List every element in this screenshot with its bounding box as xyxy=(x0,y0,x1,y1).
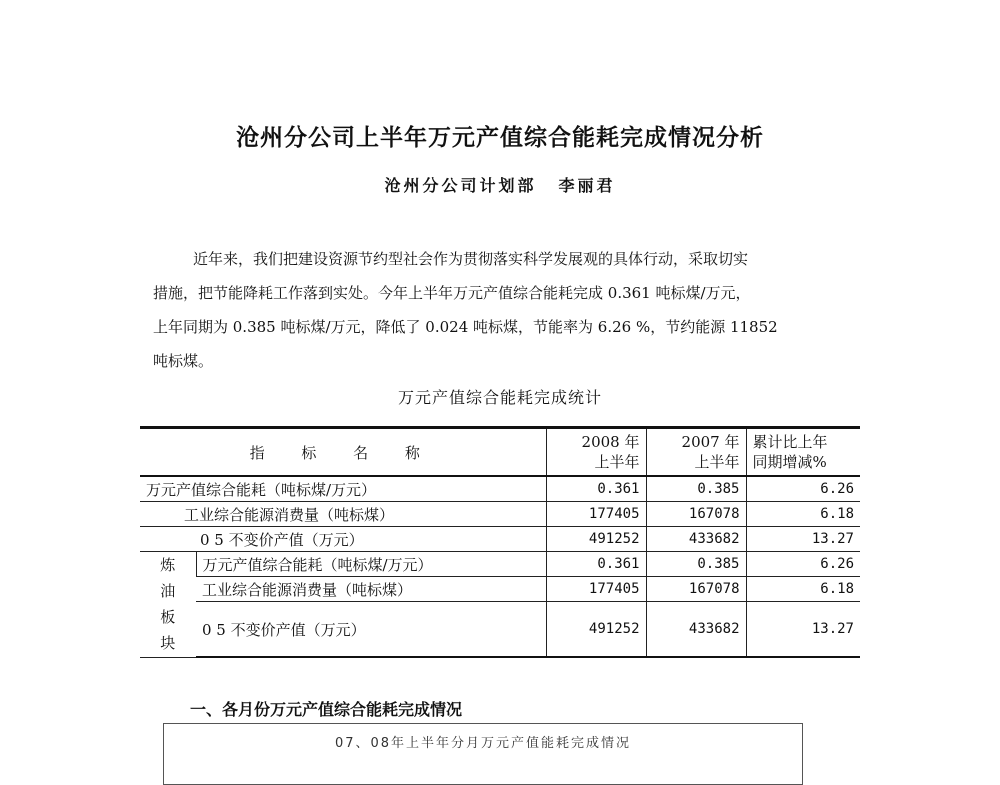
table-row xyxy=(140,476,860,502)
row-value-2007: 0.385 xyxy=(646,476,746,502)
header-2008 xyxy=(546,428,646,477)
row-value-2007: 167078 xyxy=(646,502,746,527)
row-value-2007: 433682 xyxy=(646,527,746,552)
table-caption: 万元产值综合能耗完成统计 xyxy=(397,388,602,407)
group-char: 炼 xyxy=(160,556,176,575)
row-value-2008: 177405 xyxy=(546,502,646,527)
row-value-2008: 491252 xyxy=(546,602,646,658)
row-value-2008: 0.361 xyxy=(546,552,646,577)
paragraph-line: 近年来，我们把建设资源节约型社会作为贯彻落实科学发展观的具体行动，采取切实 xyxy=(193,250,749,268)
table-row xyxy=(140,552,860,577)
row-value-2007: 167078 xyxy=(646,577,746,602)
row-value-2007: 433682 xyxy=(646,602,746,658)
byline-department: 沧州分公司计划部 xyxy=(384,176,537,195)
monthly-chart-title: 07、08年上半年分月万元产值能耗完成情况 xyxy=(334,736,632,751)
header-indicator: 指 标 名 称 xyxy=(140,428,546,477)
header-2007-line2: 上半年 xyxy=(694,453,740,471)
header-change-line2: 同期增减% xyxy=(752,453,827,471)
monthly-chart-frame xyxy=(163,723,803,785)
paragraph-line: 上年同期为 0.385 吨标煤/万元，降低了 0.024 吨标煤，节能率为 6.26 %，节约能源 11852 xyxy=(153,318,778,336)
table-header-row xyxy=(140,428,860,477)
intro-paragraph xyxy=(153,242,865,378)
header-change-line1: 累计比上年 xyxy=(752,433,828,451)
row-change: 6.18 xyxy=(746,502,860,527)
document-title: 沧州分公司上半年万元产值综合能耗完成情况分析 xyxy=(236,125,764,151)
byline xyxy=(0,173,1000,196)
row-name: 万元产值综合能耗（吨标煤/万元） xyxy=(196,552,546,577)
row-value-2008: 0.361 xyxy=(546,476,646,502)
row-value-2008: 491252 xyxy=(546,527,646,552)
row-change: 13.27 xyxy=(746,527,860,552)
section-heading: 一、各月份万元产值综合能耗完成情况 xyxy=(190,700,463,719)
header-2007-line1: 2007 年 xyxy=(681,433,740,451)
refining-sector-label xyxy=(140,552,196,658)
row-change: 6.26 xyxy=(746,476,860,502)
row-name: 万元产值综合能耗（吨标煤/万元） xyxy=(140,476,546,502)
header-change xyxy=(746,428,860,477)
row-name: 0 5 不变价产值（万元） xyxy=(140,527,546,552)
header-2007 xyxy=(646,428,746,477)
row-value-2007: 0.385 xyxy=(646,552,746,577)
row-change: 6.18 xyxy=(746,577,860,602)
table-row xyxy=(140,602,860,658)
byline-author: 李丽君 xyxy=(558,176,616,195)
group-char: 块 xyxy=(160,634,176,653)
row-name: 工业综合能源消费量（吨标煤） xyxy=(140,502,546,527)
row-name: 0 5 不变价产值（万元） xyxy=(196,602,546,658)
paragraph-line: 措施，把节能降耗工作落到实处。今年上半年万元产值综合能耗完成 0.361 吨标煤/万元， xyxy=(153,284,751,302)
group-char: 板 xyxy=(160,608,176,627)
row-value-2008: 177405 xyxy=(546,577,646,602)
table-row xyxy=(140,527,860,552)
group-char: 油 xyxy=(160,582,176,601)
row-change: 6.26 xyxy=(746,552,860,577)
energy-stats-table xyxy=(140,426,860,658)
header-2008-line1: 2008 年 xyxy=(581,433,640,451)
paragraph-line: 吨标煤。 xyxy=(153,352,214,370)
table-row xyxy=(140,577,860,602)
row-change: 13.27 xyxy=(746,602,860,658)
row-name: 工业综合能源消费量（吨标煤） xyxy=(196,577,546,602)
table-row xyxy=(140,502,860,527)
header-2008-line2: 上半年 xyxy=(594,453,640,471)
